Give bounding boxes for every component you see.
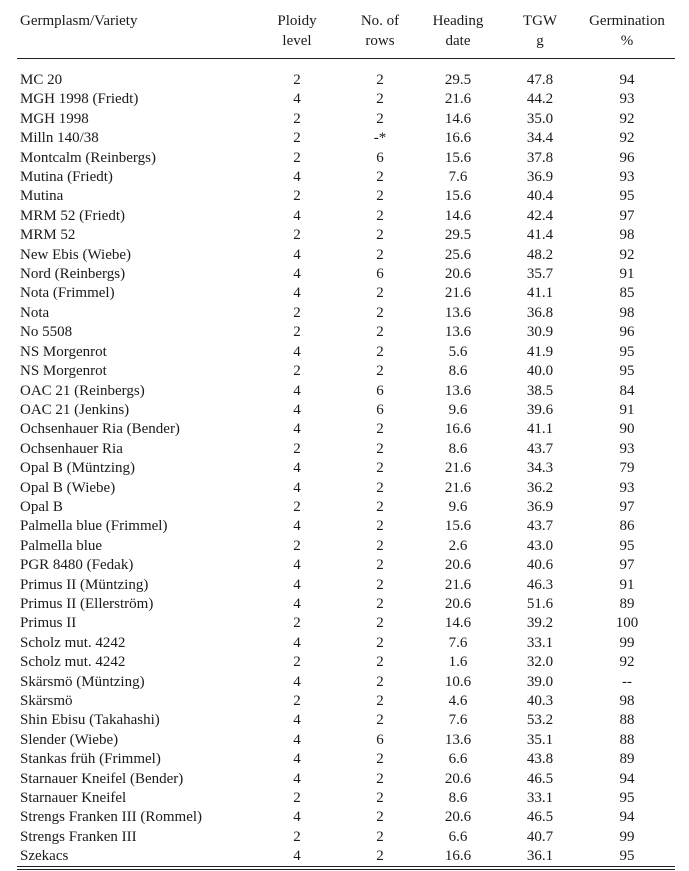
cell-germination: 91 bbox=[619, 401, 635, 418]
cell-germplasm-variety: Primus II (Ellerström) bbox=[20, 595, 154, 612]
table-row bbox=[0, 537, 689, 556]
cell-germplasm-variety: MGH 1998 (Friedt) bbox=[20, 91, 139, 108]
table-row bbox=[0, 692, 689, 711]
cell-tgw: 37.8 bbox=[526, 149, 554, 166]
table-row bbox=[0, 808, 689, 827]
cell-number-of-rows: 2 bbox=[376, 790, 384, 807]
cell-heading-date: 13.6 bbox=[444, 324, 472, 341]
cell-germination: 93 bbox=[619, 479, 635, 496]
cell-germplasm-variety: Strengs Franken III (Rommel) bbox=[20, 809, 203, 826]
table-row bbox=[0, 284, 689, 303]
cell-number-of-rows: 2 bbox=[376, 304, 384, 321]
header-tgw: TGW g bbox=[522, 13, 558, 49]
cell-number-of-rows: 2 bbox=[376, 751, 384, 768]
cell-germination: 95 bbox=[619, 848, 635, 865]
cell-heading-date: 16.6 bbox=[444, 848, 472, 865]
cell-tgw: 42.4 bbox=[526, 207, 554, 224]
table-row bbox=[0, 149, 689, 168]
cell-heading-date: 20.6 bbox=[444, 557, 472, 574]
cell-germplasm-variety: Opal B (Wiebe) bbox=[20, 479, 116, 496]
cell-heading-date: 21.6 bbox=[444, 460, 472, 477]
table-row bbox=[0, 168, 689, 187]
cell-tgw: 41.9 bbox=[526, 343, 554, 360]
cell-heading-date: 15.6 bbox=[444, 188, 472, 205]
cell-heading-date: 9.6 bbox=[448, 498, 468, 515]
cell-germination: 88 bbox=[619, 731, 635, 748]
cell-tgw: 40.4 bbox=[526, 188, 554, 205]
cell-germination: 99 bbox=[619, 828, 635, 845]
cell-germplasm-variety: Ochsenhauer Ria bbox=[20, 440, 123, 457]
cell-ploidy-level: 4 bbox=[293, 595, 301, 612]
table-row bbox=[0, 595, 689, 614]
cell-germination: 92 bbox=[619, 246, 635, 263]
cell-germination: 91 bbox=[619, 266, 635, 283]
cell-ploidy-level: 2 bbox=[293, 130, 301, 147]
cell-tgw: 32.0 bbox=[526, 654, 554, 671]
cell-germination: 93 bbox=[619, 169, 635, 186]
cell-ploidy-level: 4 bbox=[293, 401, 301, 418]
cell-heading-date: 13.6 bbox=[444, 382, 472, 399]
cell-tgw: 34.3 bbox=[526, 460, 554, 477]
cell-germination: 92 bbox=[619, 130, 635, 147]
cell-ploidy-level: 4 bbox=[293, 673, 301, 690]
cell-ploidy-level: 4 bbox=[293, 576, 301, 593]
cell-tgw: 30.9 bbox=[526, 324, 554, 341]
cell-heading-date: 7.6 bbox=[448, 712, 468, 729]
cell-tgw: 41.1 bbox=[526, 421, 554, 438]
cell-heading-date: 25.6 bbox=[444, 246, 472, 263]
cell-ploidy-level: 4 bbox=[293, 557, 301, 574]
cell-heading-date: 10.6 bbox=[444, 673, 472, 690]
cell-tgw: 53.2 bbox=[526, 712, 554, 729]
cell-number-of-rows: 2 bbox=[376, 110, 384, 127]
cell-germplasm-variety: Scholz mut. 4242 bbox=[20, 634, 126, 651]
table-row bbox=[0, 711, 689, 730]
cell-ploidy-level: 2 bbox=[293, 72, 301, 88]
cell-heading-date: 16.6 bbox=[444, 421, 472, 438]
cell-heading-date: 14.6 bbox=[444, 110, 472, 127]
cell-ploidy-level: 4 bbox=[293, 343, 301, 360]
cell-germplasm-variety: Stankas früh (Frimmel) bbox=[20, 751, 161, 768]
cell-tgw: 43.0 bbox=[526, 537, 554, 554]
cell-germplasm-variety: Starnauer Kneifel (Bender) bbox=[20, 770, 184, 787]
cell-heading-date: 16.6 bbox=[444, 130, 472, 147]
cell-germplasm-variety: Mutina (Friedt) bbox=[20, 169, 113, 186]
cell-ploidy-level: 4 bbox=[293, 266, 301, 283]
cell-ploidy-level: 2 bbox=[293, 654, 301, 671]
table-row bbox=[0, 304, 689, 323]
cell-ploidy-level: 4 bbox=[293, 848, 301, 865]
cell-number-of-rows: 2 bbox=[376, 460, 384, 477]
cell-germplasm-variety: Montcalm (Reinbergs) bbox=[20, 149, 156, 166]
cell-germplasm-variety: OAC 21 (Jenkins) bbox=[20, 401, 130, 418]
cell-ploidy-level: 2 bbox=[293, 498, 301, 515]
cell-tgw: 36.8 bbox=[526, 304, 554, 321]
cell-heading-date: 20.6 bbox=[444, 595, 472, 612]
table-row bbox=[0, 362, 689, 381]
cell-ploidy-level: 2 bbox=[293, 828, 301, 845]
cell-heading-date: 5.6 bbox=[448, 343, 468, 360]
cell-heading-date: 8.6 bbox=[448, 790, 468, 807]
table-row bbox=[0, 479, 689, 498]
cell-germplasm-variety: OAC 21 (Reinbergs) bbox=[20, 382, 145, 399]
cell-germination: 89 bbox=[619, 751, 635, 768]
cell-germplasm-variety: MC 20 bbox=[20, 72, 63, 88]
cell-tgw: 36.9 bbox=[526, 169, 554, 186]
cell-tgw: 43.7 bbox=[526, 518, 554, 535]
cell-tgw: 40.0 bbox=[526, 363, 554, 380]
cell-number-of-rows: 2 bbox=[376, 72, 384, 88]
table-row bbox=[0, 770, 689, 789]
cell-heading-date: 7.6 bbox=[448, 634, 468, 651]
cell-tgw: 33.1 bbox=[526, 790, 554, 807]
cell-tgw: 36.2 bbox=[526, 479, 554, 496]
cell-number-of-rows: 2 bbox=[376, 169, 384, 186]
cell-germplasm-variety: Starnauer Kneifel bbox=[20, 790, 127, 807]
cell-number-of-rows: 2 bbox=[376, 324, 384, 341]
cell-germination: 98 bbox=[619, 693, 635, 709]
cell-germplasm-variety: Nota (Frimmel) bbox=[20, 285, 115, 302]
cell-germination: 97 bbox=[619, 498, 635, 515]
table-row bbox=[0, 382, 689, 401]
cell-tgw: 36.9 bbox=[526, 498, 554, 515]
cell-germination: 92 bbox=[619, 654, 635, 671]
cell-tgw: 43.8 bbox=[526, 751, 554, 768]
cell-number-of-rows: 2 bbox=[376, 537, 384, 554]
table-row bbox=[0, 498, 689, 517]
cell-ploidy-level: 4 bbox=[293, 207, 301, 224]
cell-tgw: 35.1 bbox=[526, 731, 554, 748]
table-row bbox=[0, 828, 689, 847]
cell-germplasm-variety: Opal B bbox=[20, 498, 63, 515]
cell-germplasm-variety: NS Morgenrot bbox=[20, 343, 107, 360]
cell-ploidy-level: 4 bbox=[293, 518, 301, 535]
cell-germplasm-variety: Strengs Franken III bbox=[20, 828, 137, 845]
cell-number-of-rows: 2 bbox=[376, 188, 384, 205]
cell-tgw: 46.3 bbox=[526, 576, 554, 593]
table-row bbox=[0, 847, 689, 866]
cell-number-of-rows: 2 bbox=[376, 828, 384, 845]
cell-number-of-rows: 2 bbox=[376, 518, 384, 535]
cell-germplasm-variety: Primus II (Müntzing) bbox=[20, 576, 149, 593]
cell-number-of-rows: 2 bbox=[376, 654, 384, 671]
table-row bbox=[0, 207, 689, 226]
cell-germination: 100 bbox=[615, 615, 639, 632]
cell-ploidy-level: 2 bbox=[293, 440, 301, 457]
header-rule bbox=[17, 58, 675, 59]
cell-germplasm-variety: Slender (Wiebe) bbox=[20, 731, 119, 748]
cell-heading-date: 9.6 bbox=[448, 401, 468, 418]
cell-germination: 96 bbox=[619, 149, 635, 166]
cell-ploidy-level: 4 bbox=[293, 634, 301, 651]
table-row bbox=[0, 440, 689, 459]
table-row bbox=[0, 517, 689, 536]
cell-germplasm-variety: Szekacs bbox=[20, 848, 69, 865]
cell-heading-date: 14.6 bbox=[444, 615, 472, 632]
cell-number-of-rows: 6 bbox=[376, 401, 384, 418]
table-row bbox=[0, 187, 689, 206]
cell-ploidy-level: 2 bbox=[293, 363, 301, 380]
table-row bbox=[0, 401, 689, 420]
table-row bbox=[0, 110, 689, 129]
cell-germination: 88 bbox=[619, 712, 635, 729]
cell-tgw: 40.6 bbox=[526, 557, 554, 574]
cell-germination: 93 bbox=[619, 440, 635, 457]
cell-heading-date: 21.6 bbox=[444, 576, 472, 593]
cell-heading-date: 7.6 bbox=[448, 169, 468, 186]
cell-number-of-rows: 6 bbox=[376, 149, 384, 166]
cell-heading-date: 6.6 bbox=[448, 751, 468, 768]
cell-ploidy-level: 4 bbox=[293, 809, 301, 826]
header-germination: Germination % bbox=[589, 13, 665, 49]
cell-heading-date: 13.6 bbox=[444, 731, 472, 748]
cell-number-of-rows: -* bbox=[373, 130, 387, 147]
cell-heading-date: 4.6 bbox=[448, 693, 468, 709]
cell-germplasm-variety: Shin Ebisu (Takahashi) bbox=[20, 712, 160, 729]
cell-germplasm-variety: Opal B (Müntzing) bbox=[20, 460, 135, 477]
cell-germination: 97 bbox=[619, 557, 635, 574]
table-row bbox=[0, 653, 689, 672]
cell-germination: 98 bbox=[619, 304, 635, 321]
cell-germplasm-variety: Ochsenhauer Ria (Bender) bbox=[20, 421, 180, 438]
table-row bbox=[0, 323, 689, 342]
cell-number-of-rows: 2 bbox=[376, 615, 384, 632]
cell-germplasm-variety: Primus II bbox=[20, 615, 77, 632]
cell-tgw: 43.7 bbox=[526, 440, 554, 457]
cell-germination: 86 bbox=[619, 518, 635, 535]
cell-ploidy-level: 2 bbox=[293, 227, 301, 244]
cell-heading-date: 20.6 bbox=[444, 266, 472, 283]
table-row bbox=[0, 420, 689, 439]
cell-tgw: 41.4 bbox=[526, 227, 554, 244]
table-row bbox=[0, 750, 689, 769]
cell-germination: 95 bbox=[619, 188, 635, 205]
table-row bbox=[0, 789, 689, 808]
cell-number-of-rows: 6 bbox=[376, 382, 384, 399]
cell-ploidy-level: 4 bbox=[293, 382, 301, 399]
cell-heading-date: 8.6 bbox=[448, 363, 468, 380]
cell-germination: 97 bbox=[619, 207, 635, 224]
cell-ploidy-level: 4 bbox=[293, 460, 301, 477]
cell-ploidy-level: 4 bbox=[293, 246, 301, 263]
cell-tgw: 38.5 bbox=[526, 382, 554, 399]
cell-germination: 95 bbox=[619, 537, 635, 554]
cell-germination: 96 bbox=[619, 324, 635, 341]
cell-tgw: 39.6 bbox=[526, 401, 554, 418]
cell-number-of-rows: 2 bbox=[376, 343, 384, 360]
cell-number-of-rows: 2 bbox=[376, 770, 384, 787]
cell-germplasm-variety: MGH 1998 bbox=[20, 110, 89, 127]
cell-germplasm-variety: No 5508 bbox=[20, 324, 73, 341]
cell-heading-date: 1.6 bbox=[448, 654, 468, 671]
cell-germination: 95 bbox=[619, 343, 635, 360]
cell-germplasm-variety: Nota bbox=[20, 304, 50, 321]
cell-germplasm-variety: Palmella blue (Frimmel) bbox=[20, 518, 168, 535]
table-row bbox=[0, 576, 689, 595]
cell-tgw: 41.1 bbox=[526, 285, 554, 302]
cell-tgw: 35.0 bbox=[526, 110, 554, 127]
cell-heading-date: 20.6 bbox=[444, 809, 472, 826]
cell-germination: 95 bbox=[619, 790, 635, 807]
cell-number-of-rows: 2 bbox=[376, 848, 384, 865]
table-row bbox=[0, 90, 689, 109]
table-row bbox=[0, 731, 689, 750]
cell-ploidy-level: 2 bbox=[293, 693, 301, 709]
cell-ploidy-level: 4 bbox=[293, 91, 301, 108]
cell-tgw: 36.1 bbox=[526, 848, 554, 865]
table-row bbox=[0, 265, 689, 284]
cell-number-of-rows: 2 bbox=[376, 576, 384, 593]
cell-heading-date: 21.6 bbox=[444, 479, 472, 496]
cell-germination: 85 bbox=[619, 285, 635, 302]
bottom-rule bbox=[17, 866, 675, 867]
header-number-of-rows: No. of rows bbox=[360, 13, 400, 49]
cell-germplasm-variety: MRM 52 (Friedt) bbox=[20, 207, 125, 224]
cell-germination: 94 bbox=[619, 770, 635, 787]
table-row bbox=[0, 556, 689, 575]
cell-ploidy-level: 2 bbox=[293, 304, 301, 321]
table-header bbox=[0, 11, 689, 55]
cell-heading-date: 6.6 bbox=[448, 828, 468, 845]
cell-number-of-rows: 6 bbox=[376, 266, 384, 283]
table-row bbox=[0, 343, 689, 362]
cell-ploidy-level: 4 bbox=[293, 479, 301, 496]
cell-heading-date: 8.6 bbox=[448, 440, 468, 457]
table-body bbox=[0, 71, 689, 867]
cell-germplasm-variety: Nord (Reinbergs) bbox=[20, 266, 126, 283]
table-row bbox=[0, 614, 689, 633]
cell-ploidy-level: 2 bbox=[293, 149, 301, 166]
cell-heading-date: 20.6 bbox=[444, 770, 472, 787]
cell-number-of-rows: 2 bbox=[376, 363, 384, 380]
cell-germplasm-variety: Milln 140/38 bbox=[20, 130, 99, 147]
cell-tgw: 51.6 bbox=[526, 595, 554, 612]
header-germplasm-variety: Germplasm/Variety bbox=[20, 13, 138, 29]
cell-number-of-rows: 2 bbox=[376, 227, 384, 244]
cell-heading-date: 29.5 bbox=[444, 227, 472, 244]
cell-tgw: 33.1 bbox=[526, 634, 554, 651]
cell-tgw: 46.5 bbox=[526, 770, 554, 787]
cell-germination: 94 bbox=[619, 72, 635, 88]
cell-tgw: 39.2 bbox=[526, 615, 554, 632]
table-row bbox=[0, 673, 689, 692]
cell-ploidy-level: 2 bbox=[293, 188, 301, 205]
cell-germination: 79 bbox=[619, 460, 635, 477]
cell-tgw: 35.7 bbox=[526, 266, 554, 283]
cell-ploidy-level: 4 bbox=[293, 731, 301, 748]
cell-germination: 93 bbox=[619, 91, 635, 108]
cell-germination: 98 bbox=[619, 227, 635, 244]
cell-number-of-rows: 2 bbox=[376, 246, 384, 263]
cell-heading-date: 21.6 bbox=[444, 91, 472, 108]
cell-ploidy-level: 2 bbox=[293, 537, 301, 554]
cell-germination: 90 bbox=[619, 421, 635, 438]
cell-tgw: 48.2 bbox=[526, 246, 554, 263]
cell-heading-date: 13.6 bbox=[444, 304, 472, 321]
cell-germplasm-variety: Scholz mut. 4242 bbox=[20, 654, 126, 671]
cell-number-of-rows: 2 bbox=[376, 421, 384, 438]
cell-germplasm-variety: Palmella blue bbox=[20, 537, 103, 554]
cell-number-of-rows: 2 bbox=[376, 595, 384, 612]
cell-ploidy-level: 2 bbox=[293, 110, 301, 127]
cell-heading-date: 15.6 bbox=[444, 518, 472, 535]
table-row bbox=[0, 459, 689, 478]
cell-tgw: 46.5 bbox=[526, 809, 554, 826]
cell-tgw: 39.0 bbox=[526, 673, 554, 690]
cell-ploidy-level: 4 bbox=[293, 169, 301, 186]
cell-germplasm-variety: Mutina bbox=[20, 188, 64, 205]
cell-ploidy-level: 4 bbox=[293, 770, 301, 787]
cell-number-of-rows: 2 bbox=[376, 479, 384, 496]
cell-germplasm-variety: Skärsmö bbox=[20, 693, 73, 709]
cell-number-of-rows: 2 bbox=[376, 207, 384, 224]
cell-number-of-rows: 2 bbox=[376, 498, 384, 515]
cell-ploidy-level: 2 bbox=[293, 324, 301, 341]
cell-germplasm-variety: PGR 8480 (Fedak) bbox=[20, 557, 134, 574]
cell-germplasm-variety: New Ebis (Wiebe) bbox=[20, 246, 132, 263]
table-row bbox=[0, 71, 689, 90]
table-row bbox=[0, 226, 689, 245]
cell-tgw: 44.2 bbox=[526, 91, 554, 108]
cell-germplasm-variety: NS Morgenrot bbox=[20, 363, 107, 380]
cell-number-of-rows: 2 bbox=[376, 634, 384, 651]
cell-germination: 99 bbox=[619, 634, 635, 651]
cell-number-of-rows: 2 bbox=[376, 712, 384, 729]
cell-germination: -- bbox=[622, 673, 632, 690]
cell-ploidy-level: 4 bbox=[293, 712, 301, 729]
cell-germination: 89 bbox=[619, 595, 635, 612]
cell-germination: 94 bbox=[619, 809, 635, 826]
cell-germplasm-variety: Skärsmö (Müntzing) bbox=[20, 673, 145, 690]
cell-tgw: 47.8 bbox=[526, 72, 554, 88]
cell-number-of-rows: 2 bbox=[376, 673, 384, 690]
cell-number-of-rows: 2 bbox=[376, 91, 384, 108]
table-row bbox=[0, 246, 689, 265]
cell-germination: 92 bbox=[619, 110, 635, 127]
cell-heading-date: 15.6 bbox=[444, 149, 472, 166]
cell-ploidy-level: 4 bbox=[293, 285, 301, 302]
cell-number-of-rows: 6 bbox=[376, 731, 384, 748]
cell-ploidy-level: 4 bbox=[293, 751, 301, 768]
cell-ploidy-level: 2 bbox=[293, 615, 301, 632]
cell-number-of-rows: 2 bbox=[376, 285, 384, 302]
cell-number-of-rows: 2 bbox=[376, 557, 384, 574]
cell-number-of-rows: 2 bbox=[376, 440, 384, 457]
cell-germination: 95 bbox=[619, 363, 635, 380]
header-heading-date: Heading date bbox=[432, 13, 484, 49]
table-row bbox=[0, 634, 689, 653]
cell-number-of-rows: 2 bbox=[376, 693, 384, 709]
cell-heading-date: 29.5 bbox=[444, 72, 472, 88]
cell-germination: 84 bbox=[619, 382, 635, 399]
cell-number-of-rows: 2 bbox=[376, 809, 384, 826]
bottom-rule-double bbox=[17, 869, 675, 870]
table-row bbox=[0, 129, 689, 148]
header-ploidy-level: Ploidy level bbox=[277, 13, 317, 49]
cell-heading-date: 14.6 bbox=[444, 207, 472, 224]
cell-tgw: 34.4 bbox=[526, 130, 554, 147]
cell-tgw: 40.7 bbox=[526, 828, 554, 845]
cell-germplasm-variety: MRM 52 bbox=[20, 227, 76, 244]
cell-heading-date: 2.6 bbox=[448, 537, 468, 554]
cell-germination: 91 bbox=[619, 576, 635, 593]
cell-heading-date: 21.6 bbox=[444, 285, 472, 302]
cell-ploidy-level: 2 bbox=[293, 790, 301, 807]
cell-tgw: 40.3 bbox=[526, 693, 554, 709]
cell-ploidy-level: 4 bbox=[293, 421, 301, 438]
